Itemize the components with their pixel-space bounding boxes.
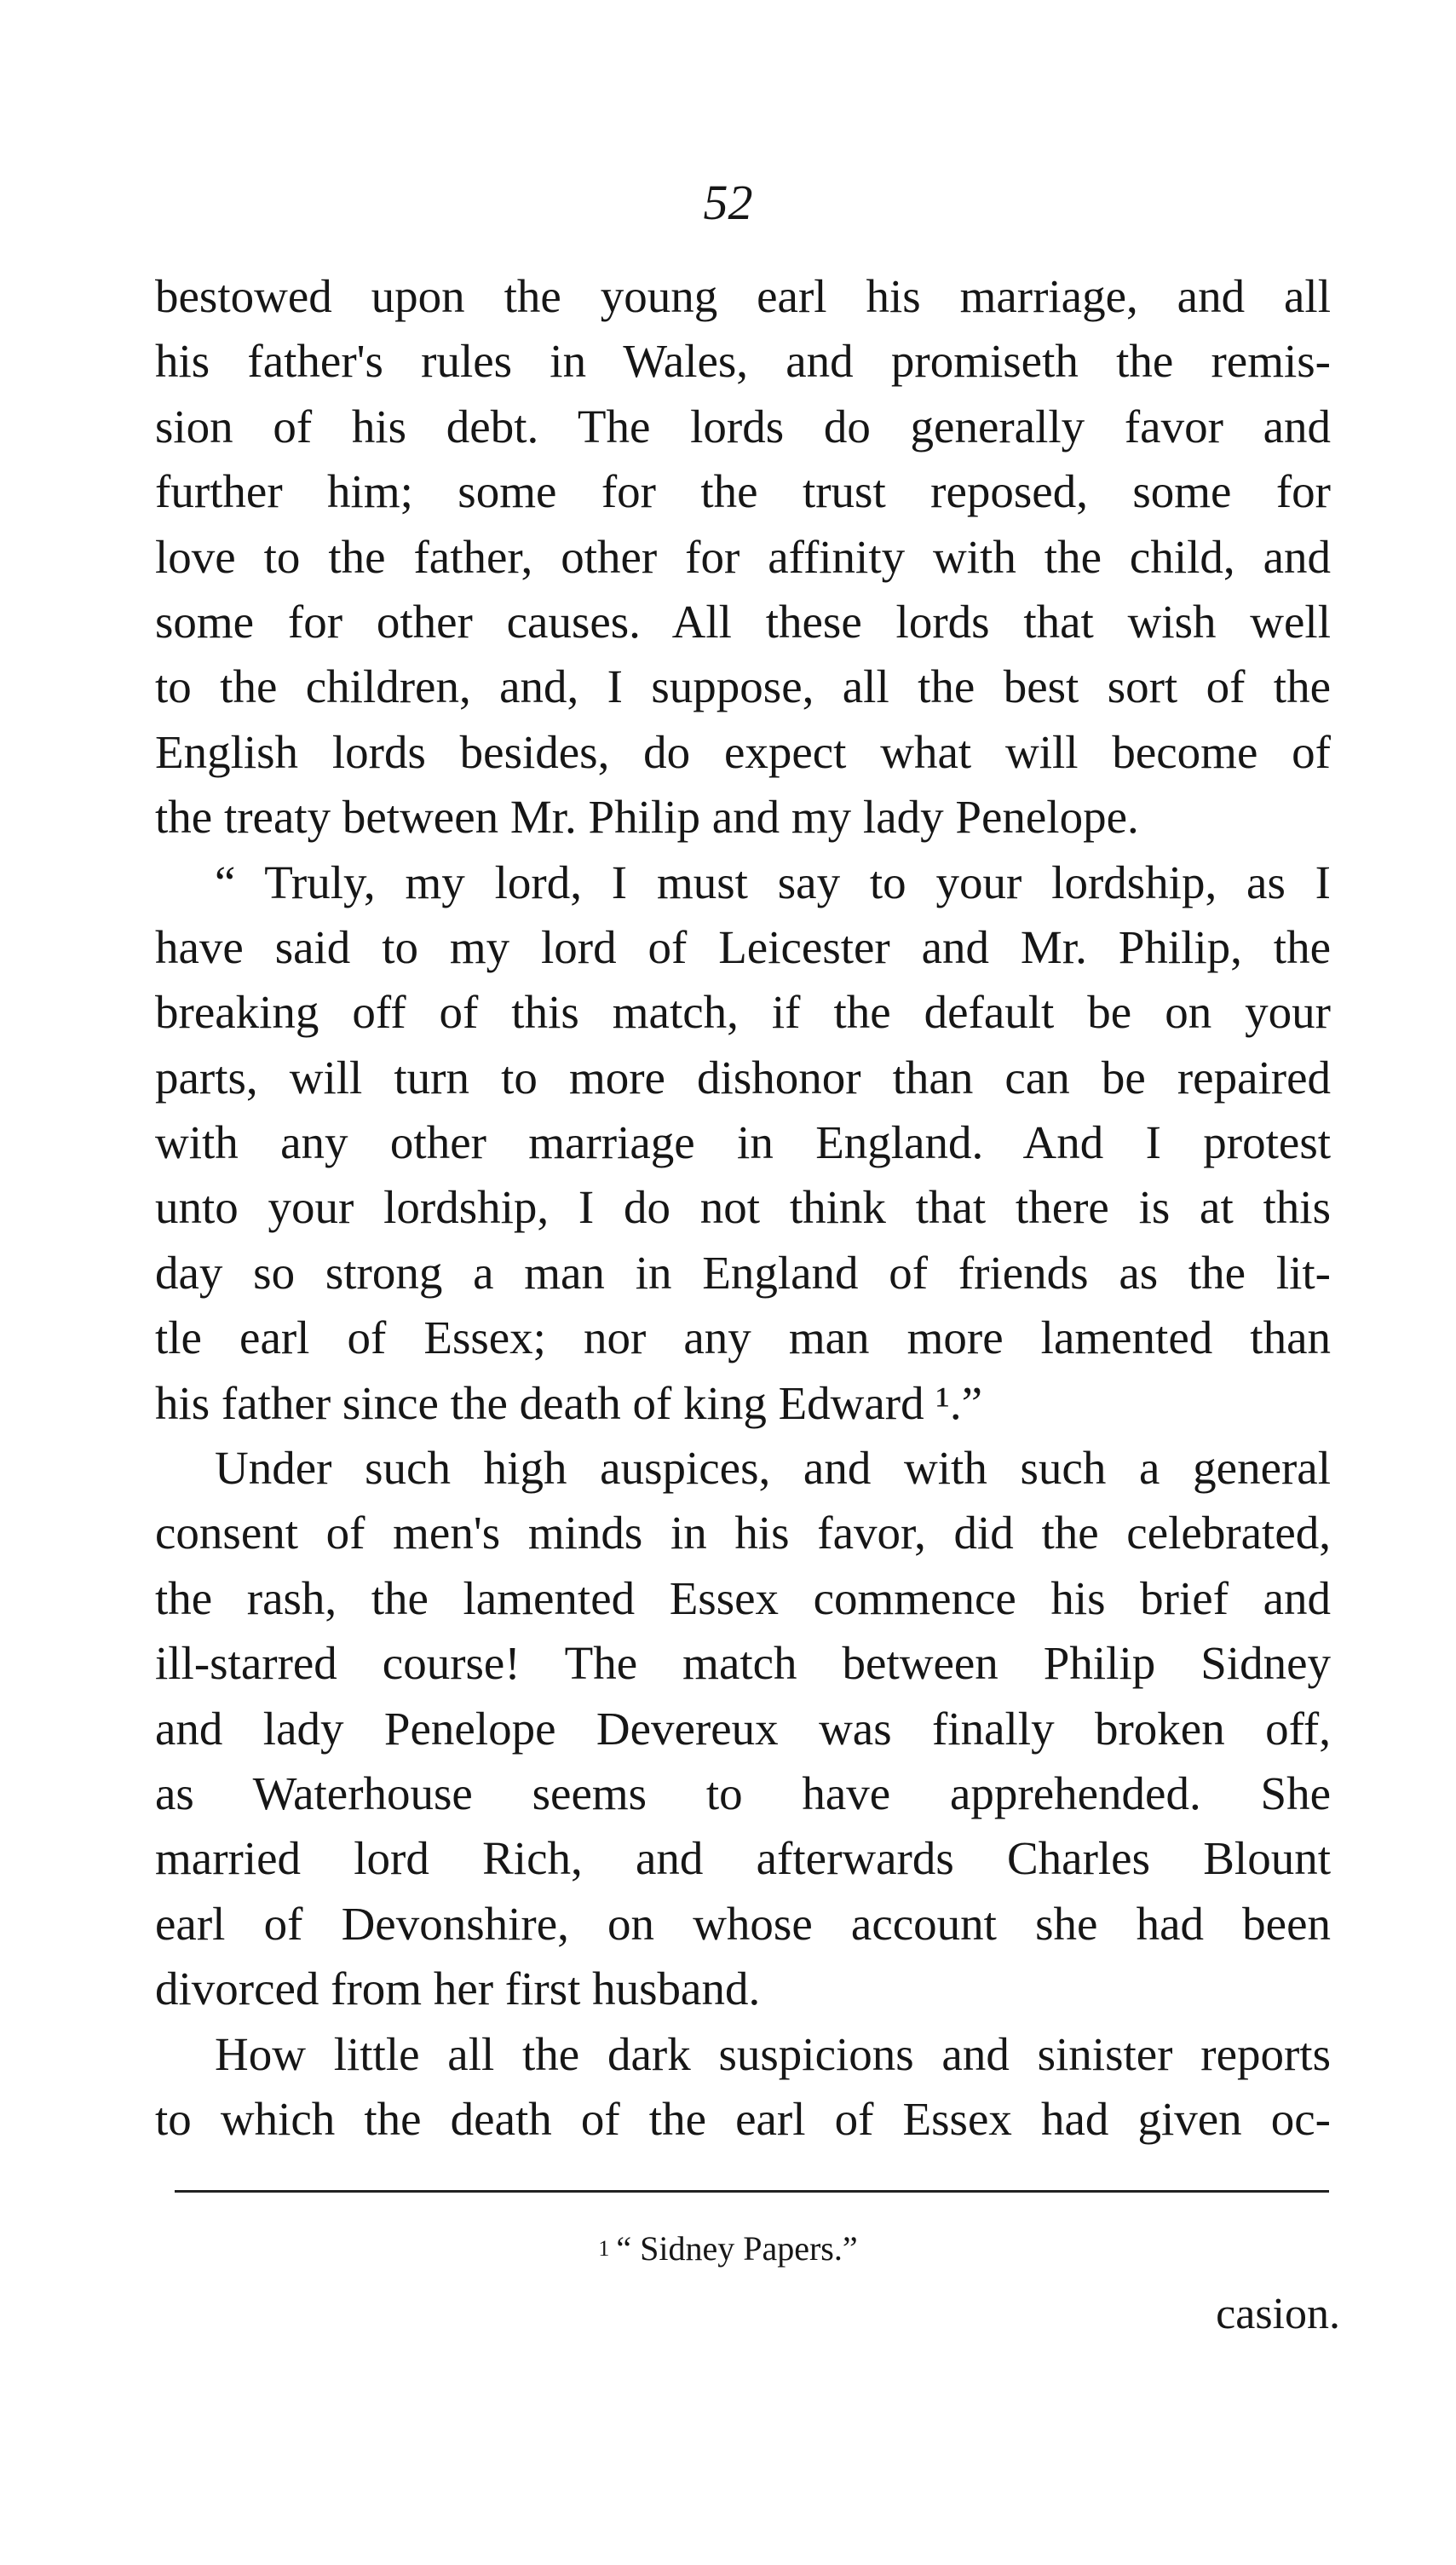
text-line: as Waterhouse seems to have apprehended. She: [155, 1767, 1331, 1819]
text-line: his father's rules in Wales, and promiseth the remis-: [155, 335, 1331, 388]
page-number: 52: [703, 175, 753, 230]
text-line: unto your lordship, I do not think that there is at this: [155, 1181, 1331, 1234]
text-line: the rash, the lamented Essex commence his brief and: [155, 1571, 1331, 1624]
text-line: “ Truly, my lord, I must say to your lordship, as I: [215, 856, 1331, 908]
text-line: breaking off of this match, if the default be on your: [155, 986, 1331, 1039]
text-line: with any other marriage in England. And I protest: [155, 1116, 1331, 1169]
text-line: tle earl of Essex; nor any man more lamented than: [155, 1311, 1331, 1364]
catchword: casion.: [1216, 2290, 1340, 2338]
paragraph: [155, 1436, 1331, 2022]
paragraph: [155, 264, 1331, 850]
paragraph: [155, 850, 1331, 1437]
text-line: the treaty between Mr. Philip and my lady Penelope.: [155, 791, 1139, 844]
paragraph: [155, 2022, 1331, 2153]
text-line: How little all the dark suspicions and sinister reports: [215, 2027, 1331, 2080]
text-line: further him; some for the trust reposed, some for: [155, 465, 1331, 518]
text-line: and lady Penelope Devereux was finally broken off,: [155, 1702, 1331, 1755]
text-line: earl of Devonshire, on whose account she had been: [155, 1897, 1331, 1950]
text-line: love to the father, other for affinity with the child, and: [155, 530, 1331, 583]
footnote: [0, 2228, 1456, 2270]
text-line: his father since the death of king Edward ¹.”: [155, 1376, 983, 1429]
text-line: parts, will turn to more dishonor than can be repaired: [155, 1051, 1331, 1104]
text-line: sion of his debt. The lords do generally favor and: [155, 400, 1331, 452]
text-line: some for other causes. All these lords that wish well: [155, 595, 1331, 648]
text-line: married lord Rich, and afterwards Charles Blount: [155, 1832, 1331, 1885]
text-line: to the children, and, I suppose, all the best sort of the: [155, 660, 1331, 713]
footnote-divider: [175, 2190, 1329, 2193]
text-line: consent of men's minds in his favor, did the celebrated,: [155, 1507, 1331, 1559]
body-text: [155, 264, 1331, 2152]
text-line: have said to my lord of Leicester and Mr. Philip, the: [155, 920, 1331, 973]
text-line: English lords besides, do expect what will become of: [155, 725, 1331, 778]
text-line: Under such high auspices, and with such a general: [215, 1442, 1331, 1495]
text-line: day so strong a man in England of friends as the lit-: [155, 1246, 1331, 1299]
footnote-text: “ Sidney Papers.”: [616, 2229, 858, 2268]
text-line: ill-starred course! The match between Philip Sidney: [155, 1637, 1331, 1690]
text-line: bestowed upon the young earl his marriage, and all: [155, 270, 1331, 322]
footnote-marker: 1: [598, 2236, 610, 2261]
text-line: divorced from her first husband.: [155, 1963, 761, 2015]
text-line: to which the death of the earl of Essex had given oc-: [155, 2092, 1331, 2145]
